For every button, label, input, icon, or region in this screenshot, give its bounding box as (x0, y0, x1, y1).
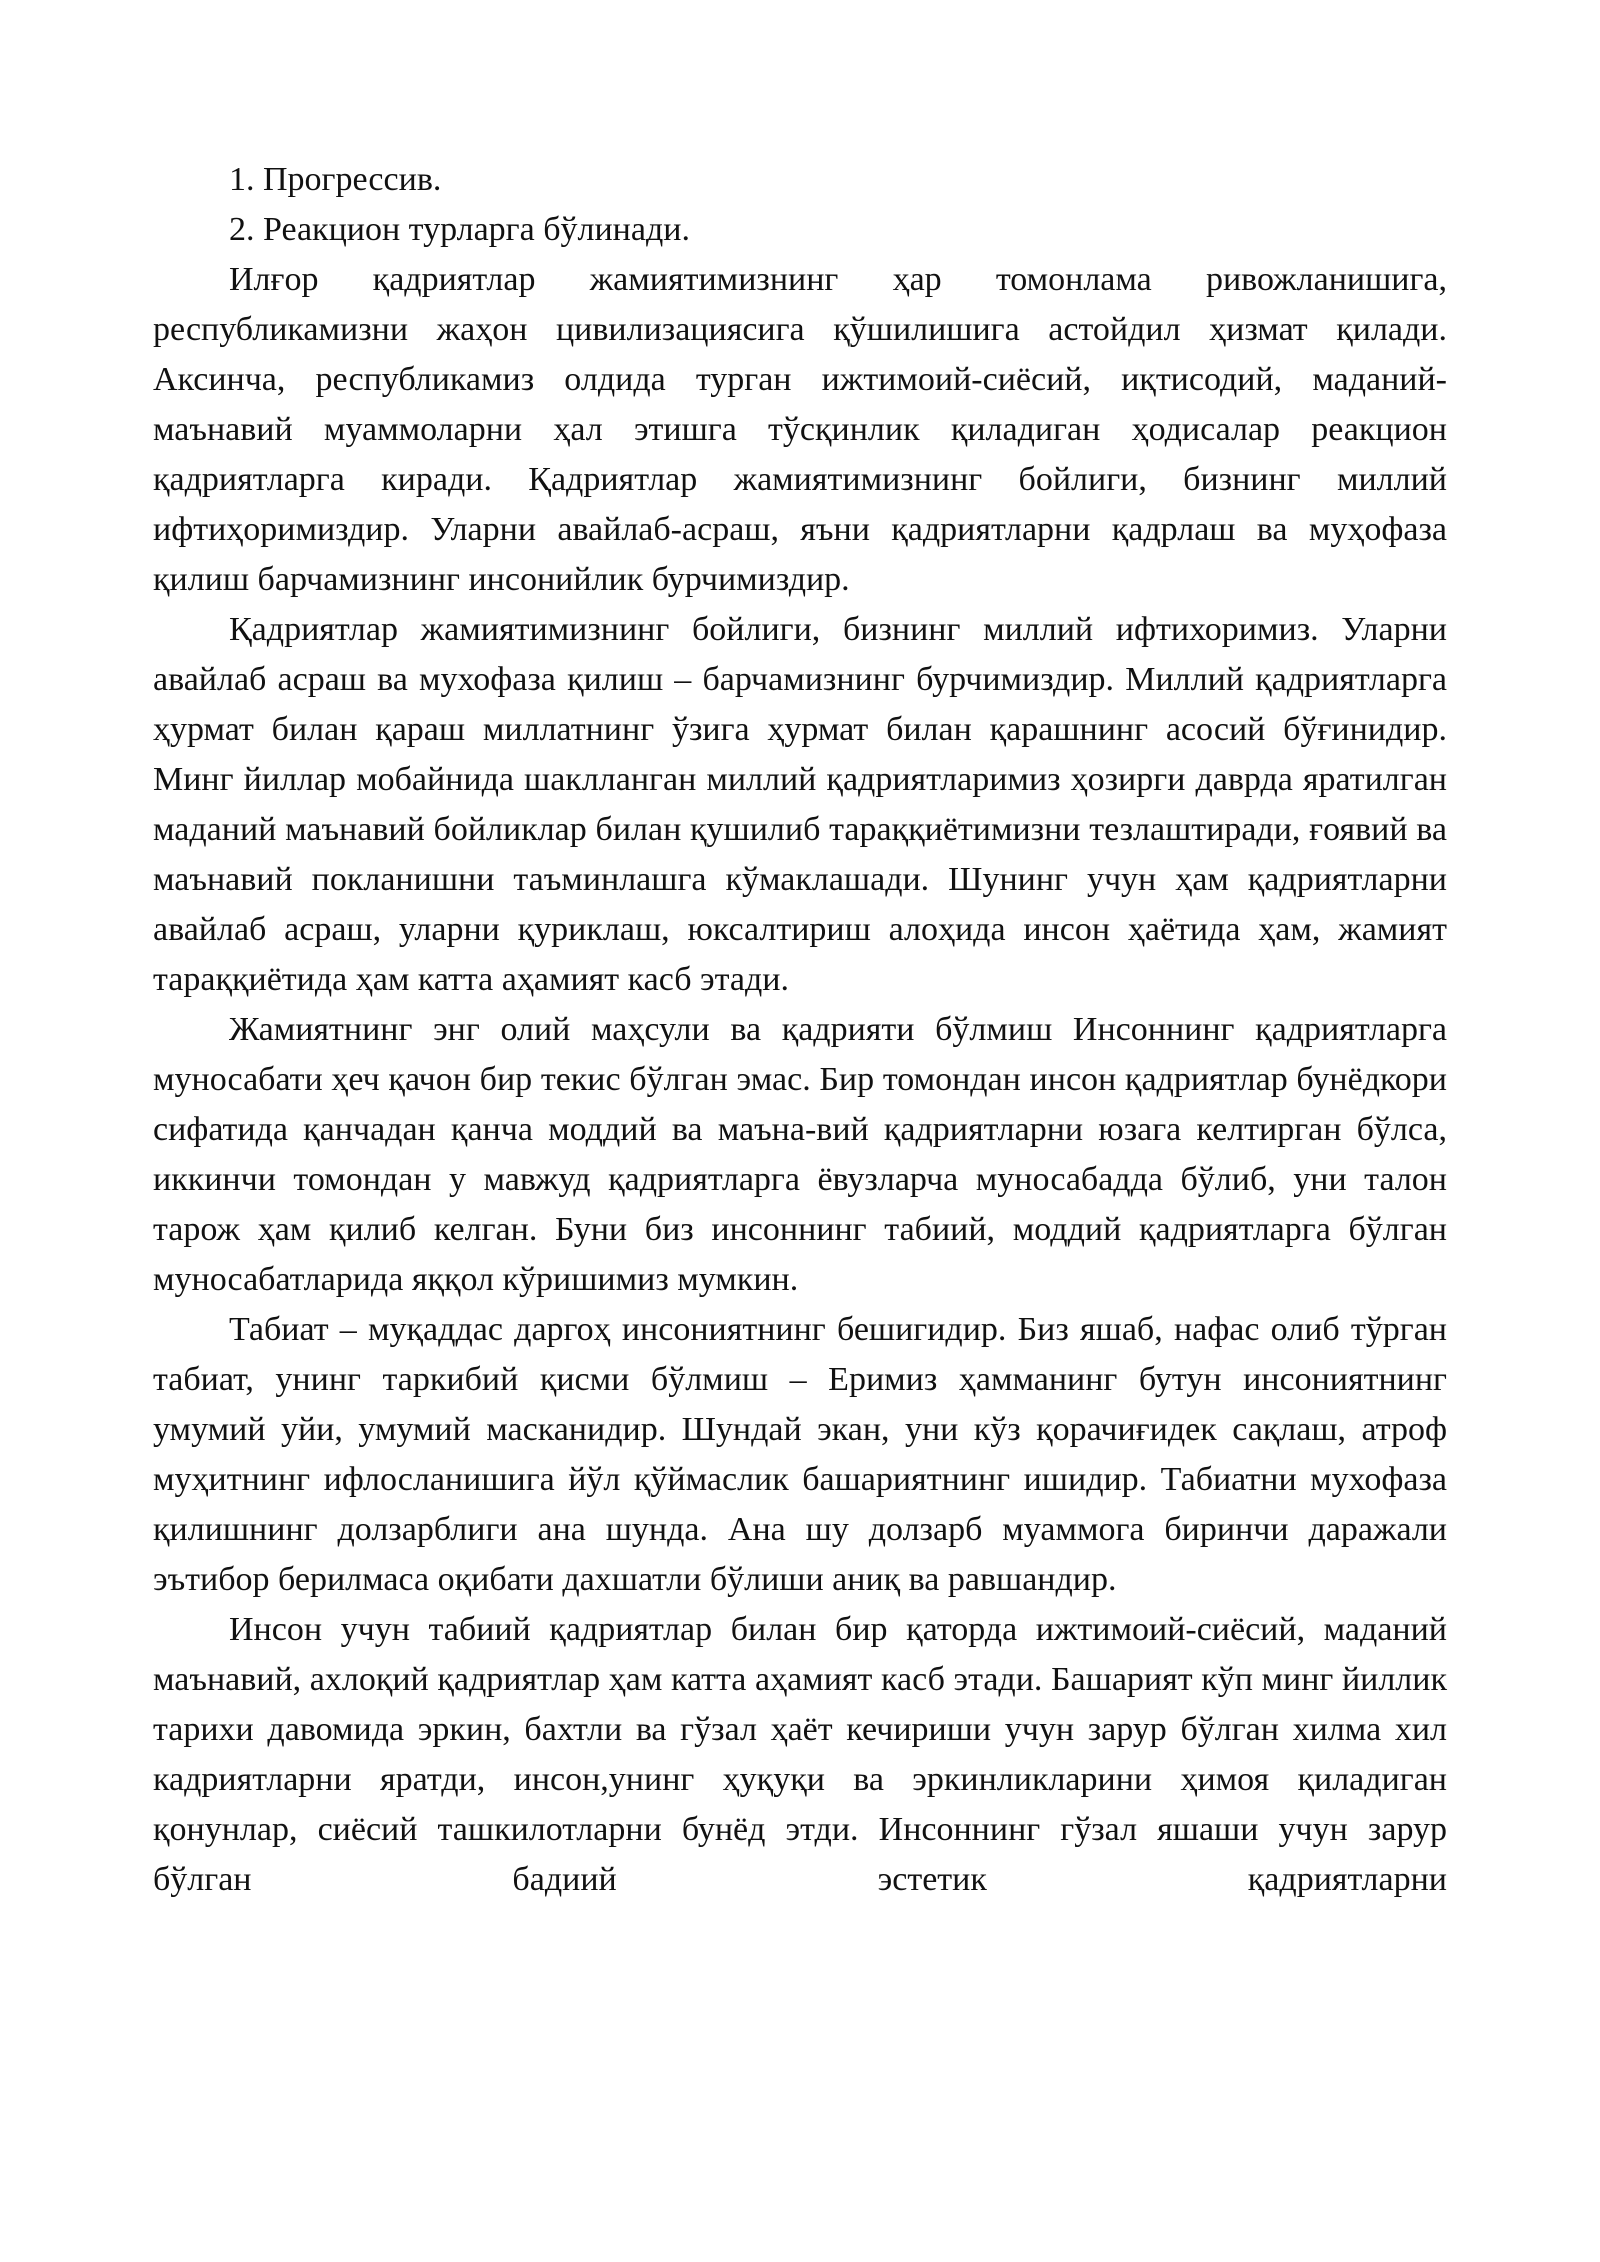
document-body (153, 155, 1447, 1905)
paragraph-nature: Табиат – муқаддас даргоҳ инсониятнинг бешигидир. Биз яшаб, нафас олиб тўрган табиат, унинг таркибий қисми бўлмиш – Еримиз ҳамманинг бутун инсониятнинг умумий уйи, умумий масканидир. Шундай экан, уни кўз қорачиғидек сақлаш, атроф муҳитнинг ифлосланишига йўл қўймаслик башариятнинг ишидир. Табиатни мухофаза қилишнинг долзарблиги ана шунда. Ана шу долзарб муаммога биринчи даражали эътибор берилмаса оқибати дахшатли бўлиши аниқ ва равшандир. (153, 1311, 1447, 1598)
paragraph-human-attitude: Жамиятнинг энг олий маҳсули ва қадрияти бўлмиш Инсоннинг қадриятларга муносабати ҳеч қачон бир текис бўлган эмас. Бир томондан инсон қадриятлар бунёдкори сифатида қанчадан қанча моддий ва маъна-вий қадриятларни юзага келтирган бўлса, иккинчи томондан у мавжуд қадриятларга ёвузларча муносабадда бўлиб, уни талон тарож ҳам қилиб келган. Буни биз инсоннинг табиий, моддий қадриятларга бўлган муносабатларида яққол кўришимиз мумкин. (153, 1011, 1447, 1298)
list-item-reactionary: 2. Реакцион турларга бўлинади. (229, 211, 690, 248)
list-item-progressive: 1. Прогрессив. (229, 161, 442, 198)
paragraph-national-values: Қадриятлар жамиятимизнинг бойлиги, бизнинг миллий ифтихоримиз. Уларни авайлаб асраш ва мухофаза қилиш – барчамизнинг бурчимиздир. Миллий қадриятларга ҳурмат билан қараш миллатнинг ўзига ҳурмат билан қарашнинг асосий бўғинидир. Минг йиллар мобайнида шаклланган миллий қадриятларимиз ҳозирги даврда яратилган маданий маънавий бойликлар билан қушилиб тараққиётимизни тезлаштиради, ғоявий ва маънавий покланишни таъминлашга кўмаклашади. Шунинг учун ҳам қадриятларни авайлаб асраш, уларни қуриклаш, юксалтириш алоҳида инсон ҳаётида ҳам, жамият тараққиётида ҳам катта аҳамият касб этади. (153, 611, 1447, 998)
paragraph-progressive-values: Илғор қадриятлар жамиятимизнинг ҳар томонлама ривожланишига, республикамизни жаҳон цивилизациясига қўшилишига астойдил ҳизмат қилади. Аксинча, республикамиз олдида турган ижтимоий-сиёсий, иқтисодий, маданий-маънавий муаммоларни ҳал этишга тўсқинлик қиладиган ҳодисалар реакцион қадриятларга киради. Қадриятлар жамиятимизнинг бойлиги, бизнинг миллий ифтиҳоримиздир. Уларни авайлаб-асраш, яъни қадриятларни қадрлаш ва муҳофаза қилиш барчамизнинг инсонийлик бурчимиздир. (153, 261, 1447, 598)
paragraph-social-values: Инсон учун табиий қадриятлар билан бир қаторда ижтимоий-сиёсий, маданий маънавий, ахлоқий қадриятлар ҳам катта аҳамият касб этади. Башарият кўп минг йиллик тарихи давомида эркин, бахтли ва гўзал ҳаёт кечириши учун зарур бўлган хилма хил кадриятларни яратди, инсон,унинг ҳуқуқи ва эркинликларини ҳимоя қиладиган қонунлар, сиёсий ташкилотларни бунёд этди. Инсоннинг гўзал яшаши учун зарур бўлган бадиий эстетик қадриятларни (153, 1611, 1447, 1898)
